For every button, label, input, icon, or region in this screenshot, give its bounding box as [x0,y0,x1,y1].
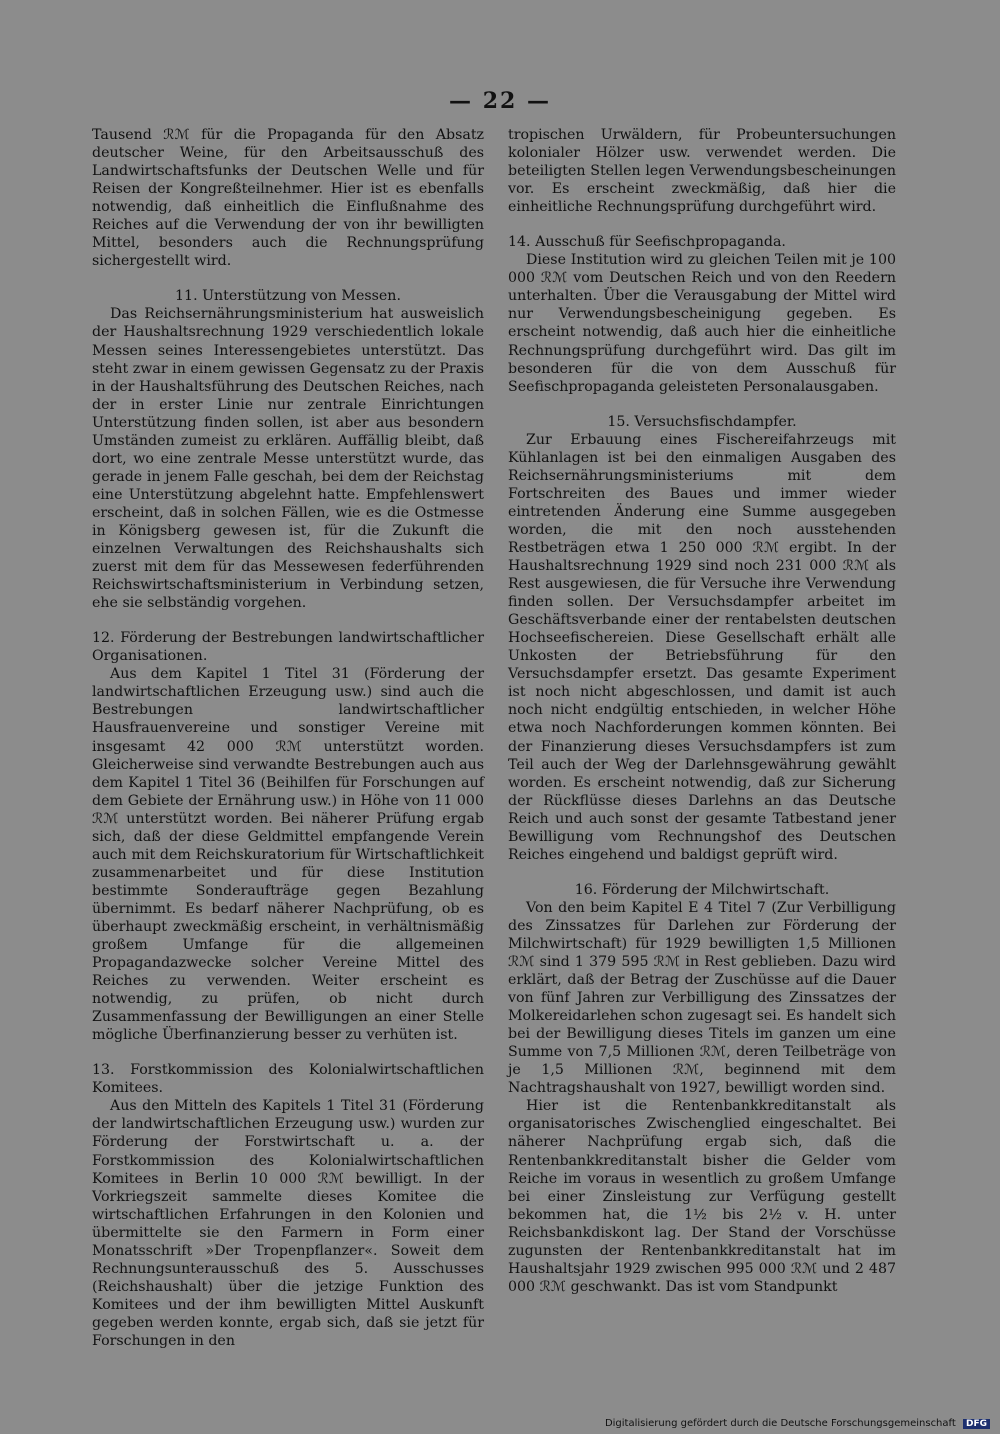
page-number: — 22 — [449,88,551,114]
paragraph: Zur Erbauung eines Fischereifahrzeugs mit Kühlanlagen ist bei den einmaligen Ausgaben des Reichsernährungsministeriums mit dem Fortschreiten des Baues und immer wieder eintretenden Änderung eine Summe ausgegeben worden, die mit den noch ausstehenden Restbeträgen etwa 1 250 000 ℛℳ ergibt. In der Haushaltsrechnung 1929 sind noch 231 000 ℛℳ als Rest ausgewiesen, die für Versuche ihre Verwendung finden sollen. Der Versuchsdampfer arbeitet im Geschäftsverbande einer der rentabelsten deutschen Hochseefischereien. Diese Gesellschaft erhält alle Unkosten der Betriebsführung für den Versuchsdampfer ersetzt. Das gesamte Experiment ist noch nicht abgeschlossen, und damit ist auch noch nicht endgültig entschieden, in welcher Höhe etwa noch Nachforderungen kommen könnten. Bei der Finanzierung dieses Versuchsdampfers ist zum Teil auch der Weg der Darlehnsgewährung gewählt worden. Es erscheint notwendig, daß zur Sicherung der Rückflüsse dieses Darlehns an das Deutsche Reich und auch sonst der gesamte Tatbestand jener Bewilligung vom Rechnungshof des Deutschen Reiches eingehend und baldigst geprüft wird. [508,431,896,863]
section-heading-15: 15. Versuchsfischdampfer. [607,413,797,430]
paragraph: Von den beim Kapitel E 4 Titel 7 (Zur Verbilligung des Zinssatzes für Darlehen zur Förderung der Milchwirtschaft) für 1929 bewilligten 1,5 Millionen ℛℳ sind 1 379 595 ℛℳ in Rest geblieben. Dazu wird erklärt, daß der Betrag der Zuschüsse auf die Dauer von fünf Jahren zur Verbilligung des Zinssatzes der Molkereidarlehen schon zugesagt sei. Es handelt sich bei der Bewilligung dieses Titels im ganzen um eine Summe von 7,5 Millionen ℛℳ, deren Teilbeträge von je 1,5 Millionen ℛℳ, beginnend mit dem Nachtragshaushalt von 1927, bewilligt worden sind. [508,899,896,1097]
left-column [92,126,484,1350]
paragraph: Das Reichsernährungsministerium hat ausweislich der Haushaltsrechnung 1929 verschiedentlich lokale Messen seines Interessengebietes unterstützt. Das steht zwar in einem gewissen Gegensatz zu der Praxis in der Haushaltsführung des Deutschen Reiches, nach der in erster Linie nur zentrale Einrichtungen Unterstützung finden sollen, ist aber aus besondern Umständen zumeist zu erklären. Auffällig bleibt, daß dort, wo eine zentrale Messe unterstützt wurde, das gerade in jenem Falle geschah, bei dem der Reichstag eine Unterstützung abgelehnt hatte. Empfehlenswert erscheint, daß in solchen Fällen, wie es die Ostmesse in Königsberg gewesen ist, für die Zukunft die einzelnen Verwaltungen des Reichshaushalts sich zuerst mit dem für das Messewesen federführenden Reichswirtschaftsministerium in Verbindung setzen, ehe sie selbständig vorgehen. [92,306,484,612]
paragraph: Diese Institution wird zu gleichen Teilen mit je 100 000 ℛℳ vom Deutschen Reich und von den Reedern unterhalten. Über die Verausgabung der Mittel wird nur Verwendungsbescheinigung gegeben. Es erscheint notwendig, daß auch hier die einheitliche Rechnungsprüfung durchgeführt wird. Das gilt im besonderen für die von dem Ausschuß für Seefischpropaganda geleisteten Personalausgaben. [508,252,896,395]
footer-credit [0,1418,990,1429]
paragraph: Hier ist die Rentenbankkreditanstalt als organisatorisches Zwischenglied eingeschaltet. Bei näherer Nachprüfung ergab sich, daß die Rentenbankkreditanstalt bisher die Gelder vom Reiche im voraus in wesentlich zu großem Umfange bei einer Zinsleistung zur Verfügung gestellt bekommen hat, die 1½ bis 2½ v. H. unter Reichsbankdiskont lag. Der Stand der Vorschüsse zugunsten der Rentenbankkreditanstalt hat im Haushaltsjahr 1929 zwischen 995 000 ℛℳ und 2 487 000 ℛℳ geschwankt. Das ist vom Standpunkt [508,1098,896,1295]
section-heading-16: 16. Förderung der Milchwirtschaft. [574,881,830,898]
section-heading-12: 12. Förderung der Bestrebungen landwirtschaftlicher Organisationen. [92,630,484,665]
footer-text: Digitalisierung gefördert durch die Deutsche Forschungsgemeinschaft [604,1418,956,1429]
paragraph: Tausend ℛℳ für die Propaganda für den Absatz deutscher Weine, für den Arbeitsausschuß des Landwirtschaftsfunks der Deutschen Welle und für Reisen der Kongreßteilnehmer. Hier ist es ebenfalls notwendig, daß einheitlich die Einflußnahme des Reiches auf die Verwendung der von ihr bewilligten Mittel, besonders auch die Rechnungsprüfung sichergestellt wird. [92,127,484,270]
paragraph: Aus den Mitteln des Kapitels 1 Titel 31 (Förderung der landwirtschaftlichen Erzeugung usw.) wurden zur Förderung der Forstwirtschaft u. a. der Forstkommission des Kolonialwirtschaftlichen Komitees in Berlin 10 000 ℛℳ bewilligt. In der Vorkriegszeit sammelte dieses Komitee die wirtschaftlichen Erfahrungen in den Kolonien und übermittelte sie den Farmern in Form einer Monatsschrift »Der Tropenpflanzer«. Soweit dem Rechnungsunterausschuß des 5. Ausschusses (Reichshaushalt) über die jetzige Funktion des Komitees und der ihm bewilligten Mittel Auskunft gegeben werden konnte, ergab sich, daß sie jetzt für Forschungen in den [92,1098,484,1349]
dfg-logo: DFG [963,1419,990,1429]
section-heading-11: 11. Unterstützung von Messen. [175,288,401,305]
paragraph: Aus dem Kapitel 1 Titel 31 (Förderung der landwirtschaftlichen Erzeugung usw.) sind auch die Bestrebungen landwirtschaftlicher Hausfrauenvereine und sonstiger Vereine mit insgesamt 42 000 ℛℳ unterstützt worden. Gleicherweise sind verwandte Bestrebungen auch aus dem Kapitel 1 Titel 36 (Beihilfen für Forschungen auf dem Gebiete der Ernährung usw.) in Höhe von 11 000 ℛℳ unterstützt worden. Bei näherer Prüfung ergab sich, daß der diese Geldmittel empfangende Verein auch mit dem Reichskuratorium für Wirtschaftlichkeit zusammenarbeitet und für diese Institution bestimmte Sonderaufträge gegen Bezahlung übernimmt. Es bedarf näherer Nachprüfung, ob es überhaupt zweckmäßig erscheint, in verhältnismäßig großem Umfange für die allgemeinen Propagandazwecke solcher Vereine Mittel des Reiches zu verwenden. Weiter erscheint es notwendig, zu prüfen, ob nicht durch Zusammenfassung der Bewilligungen an einer Stelle mögliche Überfinanzierung besser zu verhüten ist. [92,666,484,1044]
paragraph: tropischen Urwäldern, für Probeuntersuchungen kolonialer Hölzer usw. verwendet werden. Die beteiligten Stellen legen Verwendungsbescheinungen vor. Es erscheint zweckmäßig, daß hier die einheitliche Rechnungsprüfung durchgeführt wird. [508,127,896,216]
right-column [508,126,896,1296]
section-heading-13: 13. Forstkommission des Kolonialwirtschaftlichen Komitees. [92,1062,484,1097]
section-heading-14: 14. Ausschuß für Seefischpropaganda. [508,234,786,251]
